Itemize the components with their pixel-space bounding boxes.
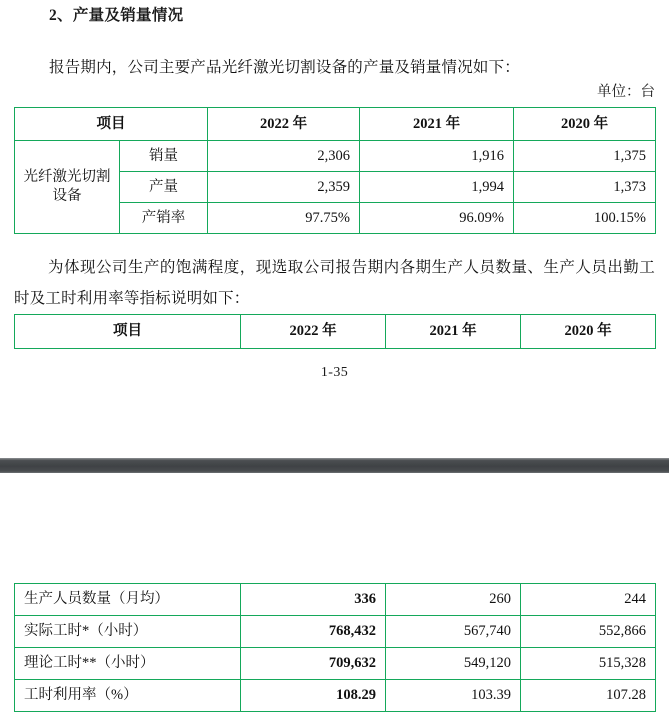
- labor-table-body: [14, 583, 656, 712]
- cell-2021: 103.39: [386, 680, 521, 712]
- labor-intro-paragraph-text: 为体现公司生产的饱满程度，现选取公司报告期内各期生产人员数量、生产人员出勤工时及工时利用率等指标说明如下：: [14, 259, 655, 307]
- cell-2021: 96.09%: [360, 203, 514, 234]
- column-header-item: 项目: [15, 315, 241, 349]
- cell-2020: 100.15%: [514, 203, 656, 234]
- cell-2020: 1,373: [514, 172, 656, 203]
- cell-2020: 552,866: [521, 616, 656, 648]
- unit-label: 单位：台: [597, 84, 655, 100]
- metric-label: 销量: [120, 141, 208, 172]
- page-title: 2、产量及销量情况: [49, 7, 184, 24]
- metric-label: 产量: [120, 172, 208, 203]
- product-group-label: 光纤激光切割设备: [15, 141, 120, 234]
- metric-label: 工时利用率（%）: [15, 680, 241, 712]
- column-header-2021: 2021 年: [360, 108, 514, 141]
- table-header-row: [15, 108, 656, 141]
- table-row: [15, 616, 656, 648]
- table-row: [15, 648, 656, 680]
- table-header-row: [15, 315, 656, 349]
- table-row: [15, 141, 656, 172]
- cell-2020: 244: [521, 584, 656, 616]
- cell-2020: 1,375: [514, 141, 656, 172]
- cell-2022: 336: [241, 584, 386, 616]
- cell-2021: 1,994: [360, 172, 514, 203]
- cell-2022: 97.75%: [208, 203, 360, 234]
- metric-label: 产销率: [120, 203, 208, 234]
- column-header-2021: 2021 年: [386, 315, 521, 349]
- column-header-item: 项目: [15, 108, 208, 141]
- cell-2021: 567,740: [386, 616, 521, 648]
- cell-2020: 515,328: [521, 648, 656, 680]
- metric-label: 生产人员数量（月均）: [15, 584, 241, 616]
- cell-2021: 260: [386, 584, 521, 616]
- cell-2022: 2,306: [208, 141, 360, 172]
- cell-2021: 1,916: [360, 141, 514, 172]
- labor-table-header: [14, 314, 656, 349]
- intro-paragraph: 报告期内，公司主要产品光纤激光切割设备的产量及销量情况如下：: [49, 59, 521, 76]
- cell-2020: 107.28: [521, 680, 656, 712]
- page-number: 1-35: [320, 365, 349, 380]
- page-break-separator: [0, 458, 669, 473]
- table-row: [15, 680, 656, 712]
- metric-label: 实际工时*（小时）: [15, 616, 241, 648]
- column-header-2020: 2020 年: [521, 315, 656, 349]
- metric-label: 理论工时**（小时）: [15, 648, 241, 680]
- cell-2022: 108.29: [241, 680, 386, 712]
- column-header-2022: 2022 年: [241, 315, 386, 349]
- column-header-2020: 2020 年: [514, 108, 656, 141]
- column-header-2022: 2022 年: [208, 108, 360, 141]
- cell-2021: 549,120: [386, 648, 521, 680]
- cell-2022: 2,359: [208, 172, 360, 203]
- labor-intro-paragraph: [14, 252, 655, 314]
- cell-2022: 768,432: [241, 616, 386, 648]
- cell-2022: 709,632: [241, 648, 386, 680]
- table-row: [15, 584, 656, 616]
- production-sales-table: [14, 107, 656, 234]
